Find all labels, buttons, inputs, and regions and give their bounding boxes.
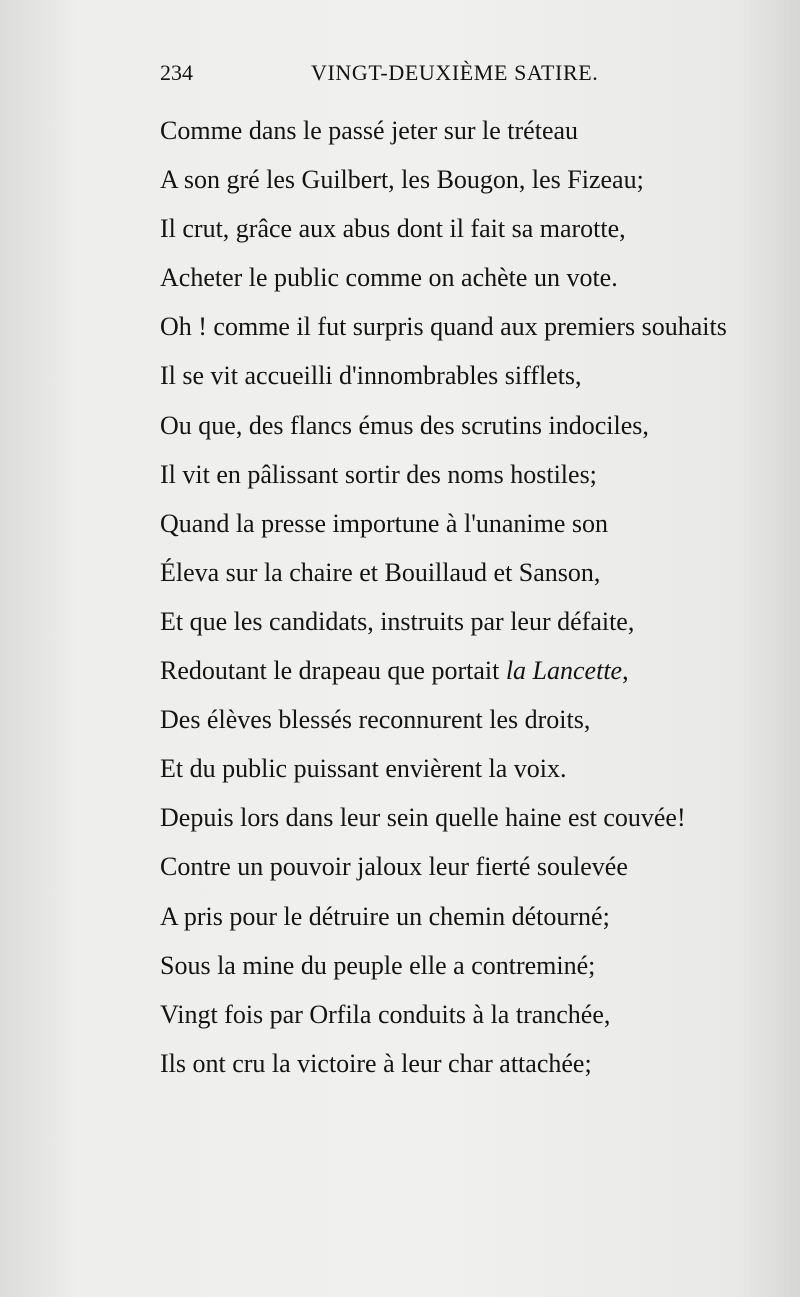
verse-line: A son gré les Guilbert, les Bougon, les Fizeau; — [160, 165, 644, 195]
poem-verses — [160, 106, 780, 1088]
page-header — [160, 56, 620, 90]
verse-line: Acheter le public comme on achète un vote. — [160, 263, 618, 293]
verse-line: Depuis lors dans leur sein quelle haine est couvée! — [160, 803, 686, 833]
verse-text: , — [622, 656, 629, 686]
verse-line: Ou que, des flancs émus des scrutins indociles, — [160, 410, 649, 440]
verse-line: Quand la presse importune à l'unanime son — [160, 508, 609, 538]
verse-line: Oh ! comme il fut surpris quand aux premiers souhaits — [160, 312, 727, 342]
verse-line: Sous la mine du peuple elle a contreminé; — [160, 950, 596, 980]
verse-line: Il crut, grâce aux abus dont il fait sa marotte, — [160, 214, 626, 244]
verse-line: Et que les candidats, instruits par leur défaite, — [160, 606, 635, 636]
running-title: VINGT-DEUXIÈME SATIRE. — [311, 60, 599, 85]
verse-line: Contre un pouvoir jaloux leur fierté soulevée — [160, 852, 628, 882]
verse-line: Vingt fois par Orfila conduits à la tranchée, — [160, 999, 611, 1029]
verse-line: Comme dans le passé jeter sur le tréteau — [160, 116, 579, 145]
verse-line: Et du public puissant envièrent la voix. — [160, 754, 567, 784]
journal-title: la Lancette — [505, 656, 623, 686]
verse-line: A pris pour le détruire un chemin détourné; — [160, 901, 610, 931]
verse-line: Ils ont cru la victoire à leur char attachée; — [160, 1048, 592, 1078]
page-number: 234 — [160, 60, 193, 85]
verse-line: Il se vit accueilli d'innombrables sifflets, — [160, 361, 582, 391]
verse-line: Il vit en pâlissant sortir des noms hostiles; — [160, 459, 597, 489]
verse-text: Redoutant le drapeau que portait — [160, 656, 506, 686]
verse-line: Éleva sur la chaire et Bouillaud et Sanson, — [160, 557, 601, 587]
verse-line-with-italic — [160, 646, 780, 695]
verse-line: Des élèves blessés reconnurent les droits, — [160, 705, 591, 735]
